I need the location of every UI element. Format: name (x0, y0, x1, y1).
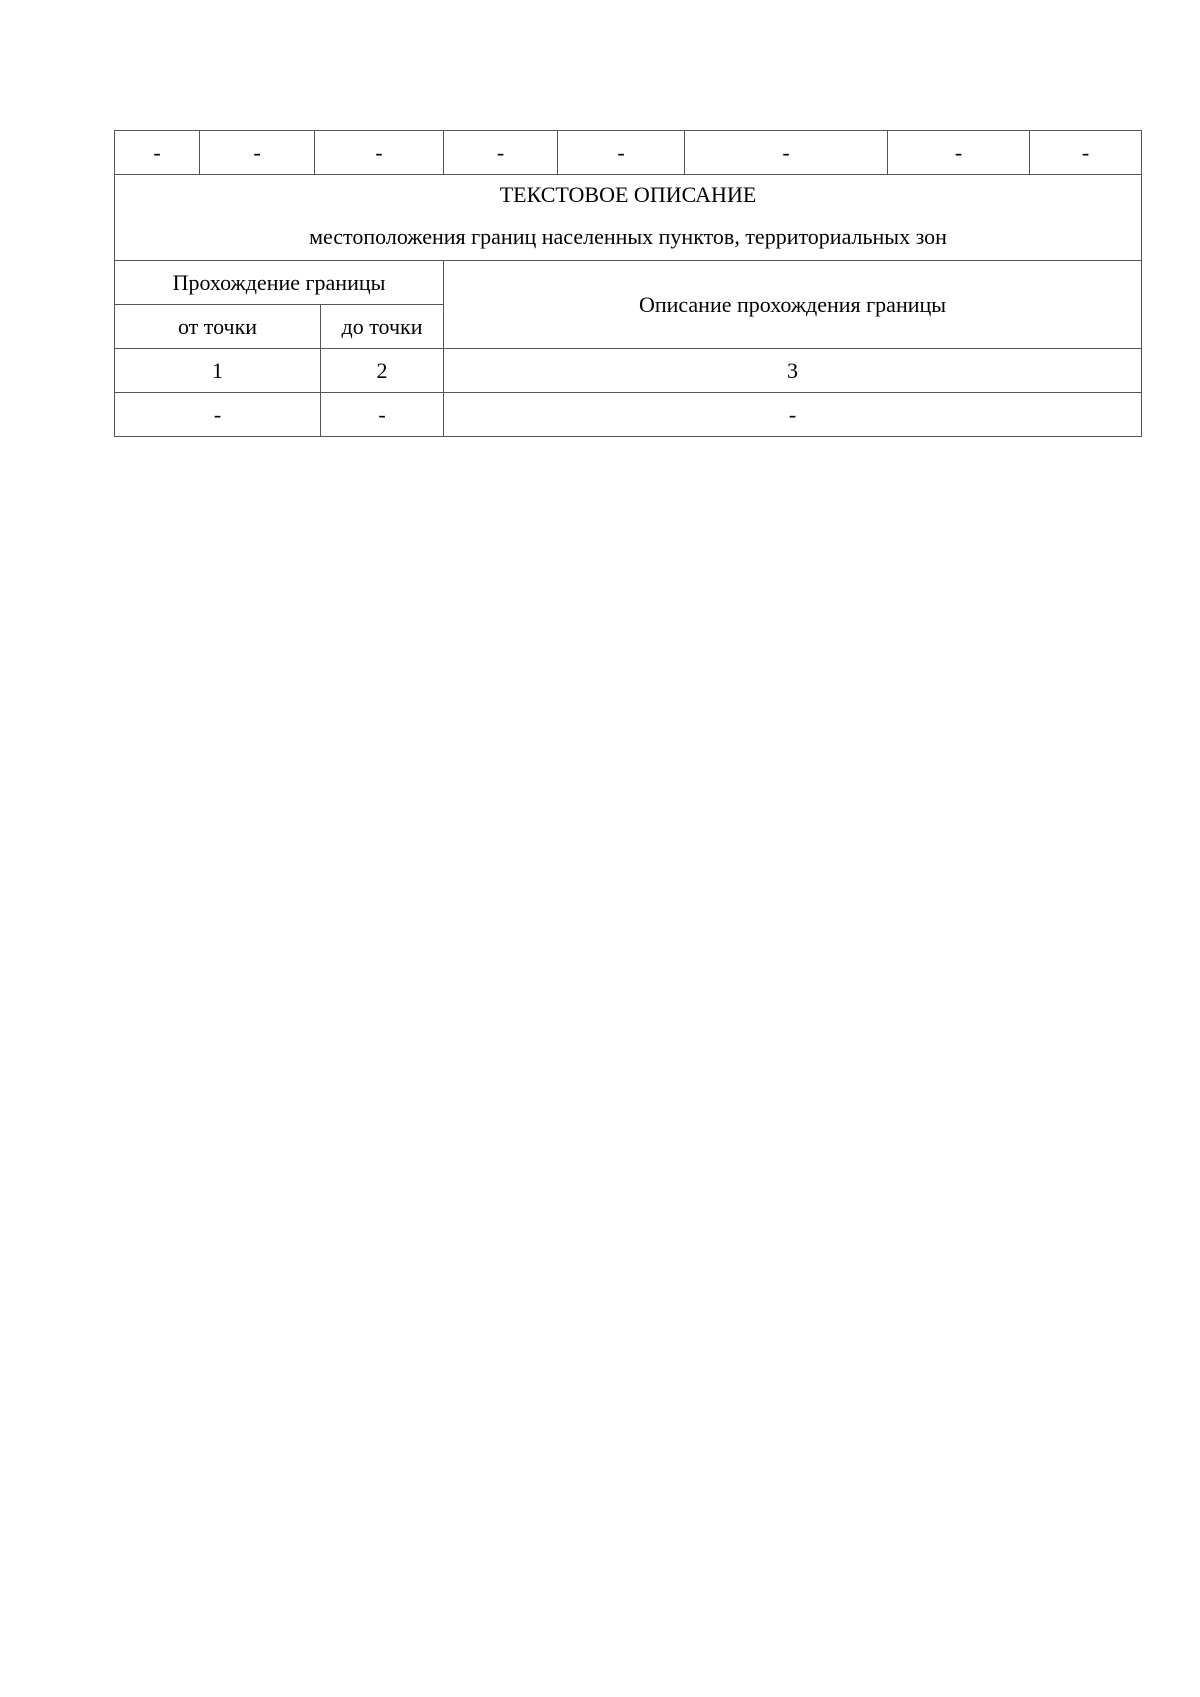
boundary-description-table (114, 174, 1142, 437)
from-point-cell: - (115, 393, 321, 437)
to-point-cell: - (321, 393, 444, 437)
column-number: 3 (444, 349, 1142, 393)
table-cell: - (1030, 131, 1142, 175)
table-cell: - (115, 131, 200, 175)
table-cell: - (685, 131, 888, 175)
numbering-row (115, 349, 1142, 393)
coordinates-table (114, 130, 1142, 175)
from-point-header: от точки (115, 305, 321, 349)
coordinates-row (115, 131, 1142, 175)
table-cell: - (888, 131, 1030, 175)
column-number: 1 (115, 349, 321, 393)
passage-header: Прохождение границы (115, 261, 444, 305)
table-cell: - (315, 131, 444, 175)
section-subtitle: местоположения границ населенных пунктов, территориальных зон (309, 224, 947, 249)
table-cell: - (200, 131, 315, 175)
description-cell: - (444, 393, 1142, 437)
table-row (115, 393, 1142, 437)
section-title-cell (115, 174, 1142, 261)
table-cell: - (444, 131, 558, 175)
description-header: Описание прохождения границы (444, 261, 1142, 349)
table-cell: - (558, 131, 685, 175)
to-point-header: до точки (321, 305, 444, 349)
column-number: 2 (321, 349, 444, 393)
section-title: ТЕКСТОВОЕ ОПИСАНИЕ (499, 182, 757, 207)
